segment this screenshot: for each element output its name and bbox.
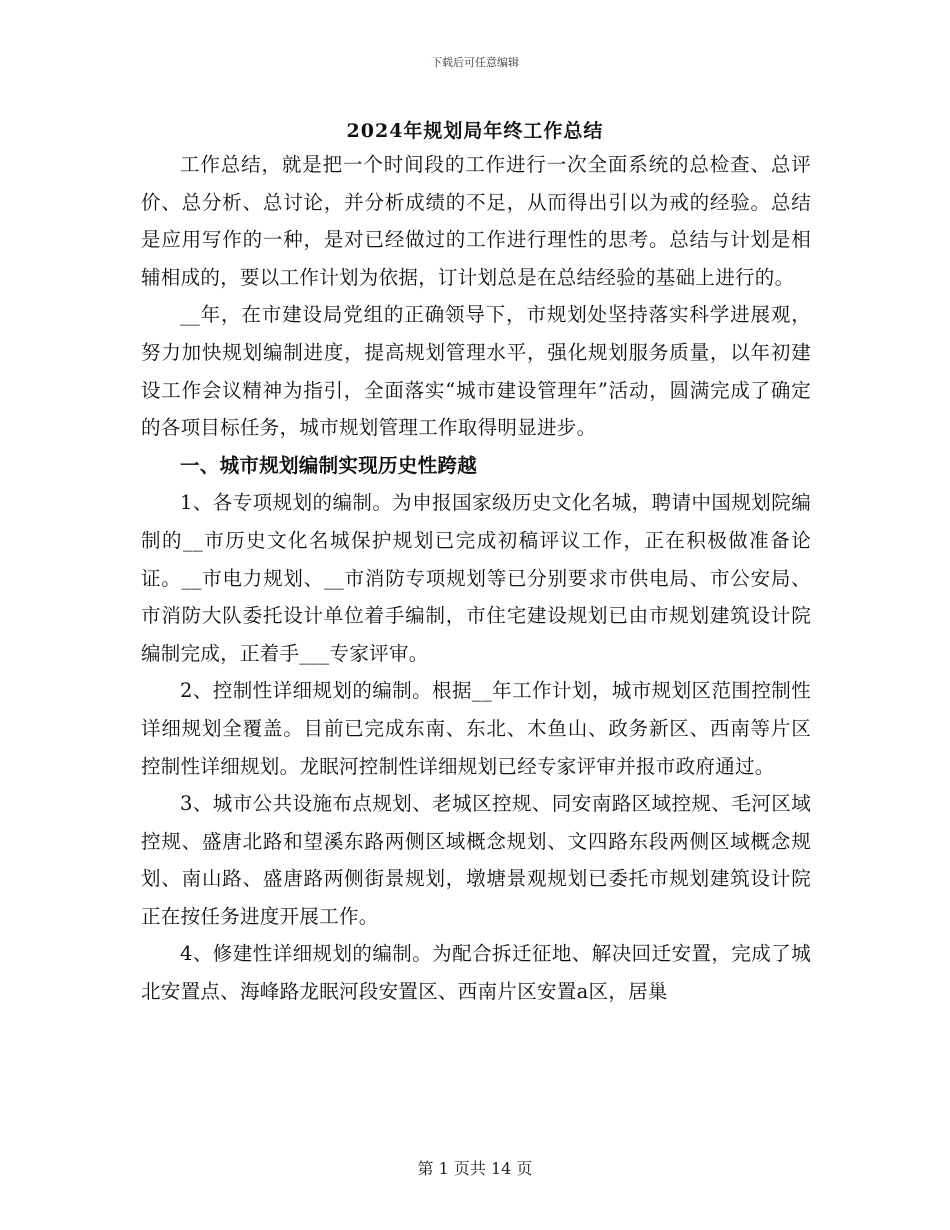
page-number: 第 1 页共 14 页 <box>417 1159 533 1178</box>
section-item-2: 2、控制性详细规划的编制。根据__年工作计划，城市规划区范围控制性详细规划全覆盖。目前已完成东南、东北、木鱼山、政务新区、西南等片区控制性详细规划。龙眠河控制性详细规划已经专家评审并报市政府通过。 <box>141 679 811 778</box>
document-body <box>141 146 811 1011</box>
section-heading: 一、城市规划编制实现历史性跨越 <box>180 453 478 477</box>
section-item-3: 3、城市公共设施布点规划、老城区控规、同安南路区域控规、毛河区域控规、盛唐北路和望溪东路两侧区域概念规划、文四路东段两侧区域概念规划、南山路、盛唐路两侧街景规划，墩塘景观规划已委托市规划建筑设计院正在按任务进度开展工作。 <box>141 792 811 928</box>
section-item-4: 4、修建性详细规划的编制。为配合拆迁征地、解决回迁安置，完成了城北安置点、海峰路龙眠河段安置区、西南片区安置a区，居巢 <box>141 942 811 1004</box>
document-title: 2024年规划局年终工作总结 <box>346 120 604 142</box>
intro-paragraph: 工作总结，就是把一个时间段的工作进行一次全面系统的总检查、总评价、总分析、总讨论，并分析成绩的不足，从而得出引以为戒的经验。总结是应用写作的一种，是对已经做过的工作进行理性的思考。总结与计划是相辅相成的，要以工作计划为依据，订计划总是在总结经验的基础上进行的。 <box>141 153 811 289</box>
header-note: 下载后可任意编辑 <box>431 56 519 69</box>
section-item-1: 1、各专项规划的编制。为申报国家级历史文化名城，聘请中国规划院编制的__市历史文化名城保护规划已完成初稿评议工作，正在积极做准备论证。__市电力规划、__市消防专项规划等已分别要求市供电局、市公安局、市消防大队委托设计单位着手编制，市住宅建设规划已由市规划建筑设计院编制完成，正着手___专家评审。 <box>141 491 811 665</box>
summary-paragraph: __年，在市建设局党组的正确领导下，市规划处坚持落实科学进展观，努力加快规划编制进度，提高规划管理水平，强化规划服务质量，以年初建设工作会议精神为指引，全面落实“城市建设管理年”活动，圆满完成了确定的各项目标任务，城市规划管理工作取得明显进步。 <box>141 303 811 440</box>
